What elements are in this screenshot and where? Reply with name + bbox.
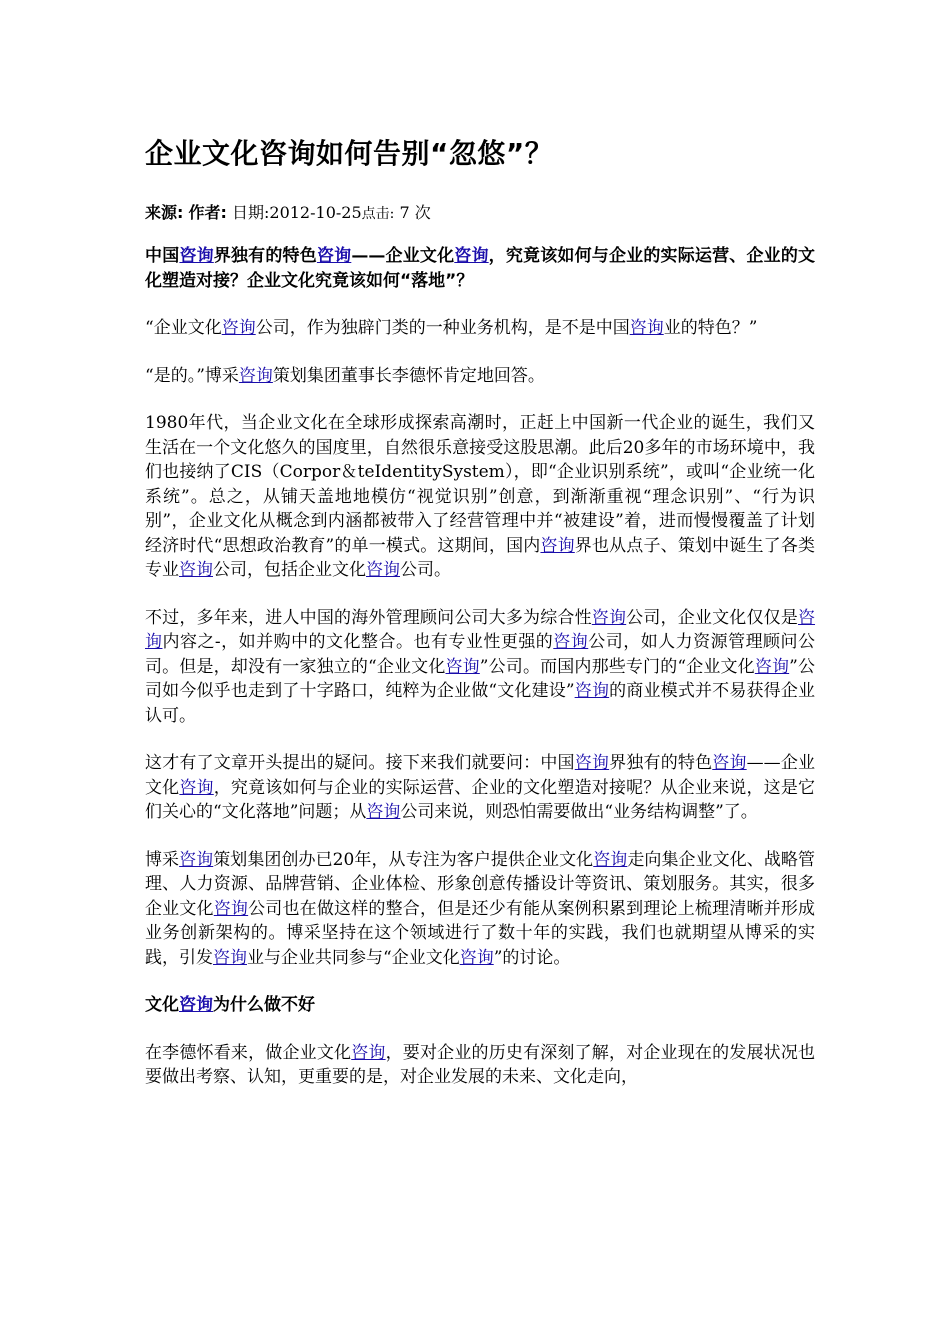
paragraph-text: 博采 xyxy=(145,849,180,870)
paragraph xyxy=(145,751,815,825)
paragraph-text: 公司来说，则恐怕需要做出“业务结构调整”了。 xyxy=(400,802,758,822)
keyword-link[interactable]: 咨询 xyxy=(213,947,247,968)
paragraph-text: 为什么做不好 xyxy=(213,995,315,1015)
lead-paragraph xyxy=(145,244,815,293)
keyword-link[interactable]: 咨询 xyxy=(629,318,664,338)
paragraph-text: 公司。 xyxy=(400,560,451,580)
paragraph-text: ”公司。而国内那些专门的“企业文化 xyxy=(479,656,755,677)
section-heading xyxy=(145,993,815,1018)
keyword-link[interactable]: 咨询 xyxy=(351,1042,386,1063)
keyword-link[interactable]: 咨询 xyxy=(712,753,747,773)
paragraph-text: ，要对企业的历史有深刻了解，对企业现在的发展状况也要做出考察、认知，更重要的是，对企业发展的未来、文化走向， xyxy=(145,1042,816,1087)
keyword-link[interactable]: 咨询 xyxy=(213,898,249,919)
paragraph-text: 界独有的特色 xyxy=(609,753,713,773)
keyword-link[interactable]: 咨询 xyxy=(459,947,494,968)
paragraph-text: 策划集团董事长李德怀肯定地回答。 xyxy=(272,365,545,386)
paragraph-text: ”公司如今似乎也走到了十字路口，纯粹为企业做“文化建设” xyxy=(145,656,815,701)
paragraph-text: 1980年代，当企业文化在全球形成探索高潮时，正赶上中国新一代企业的诞生，我们又生活在一个文化悠久的国度里，自然很乐意接受这股思潮。此后20多年的市场环境中，我们也接纳了CIS（Corpor＆teIdentitySystem），即“企业识别系统”，或叫“企业统一化系统”。总之，从铺天盖地地模仿“视觉识别”创意，到渐渐重视“理念识别”、“行为识别”，企业文化从概念到内涵都被带入了经营管理中并“被建设”着，进而慢慢覆盖了计划经济时代“思想政治教育”的单一模式。这期间，国内 xyxy=(145,413,815,556)
keyword-link[interactable]: 咨询 xyxy=(754,656,790,677)
paragraph-text: 不过，多年来，进人中国的海外管理顾问公司大多为综合性 xyxy=(145,607,592,628)
keyword-link[interactable]: 咨询 xyxy=(179,995,213,1015)
keyword-link[interactable]: 咨询 xyxy=(316,246,352,266)
paragraph xyxy=(145,364,815,389)
paragraph xyxy=(145,606,815,729)
paragraph-text: 公司，企业文化仅仅是 xyxy=(626,607,799,628)
source-label: 来源: xyxy=(145,203,184,222)
paragraph-text: 走向集企业文化、战略管理、人力资源、品牌营销、企业体检、形象创意传播设计等资讯、策划服务。其实，很多企业文化 xyxy=(145,849,815,919)
paragraph-text: 文化 xyxy=(145,995,179,1015)
paragraph xyxy=(145,1041,815,1090)
keyword-link[interactable]: 咨询 xyxy=(179,777,214,798)
paragraph-text: 中国 xyxy=(145,246,180,266)
article-title: 企业文化咨询如何告别“忽悠”？ xyxy=(145,137,554,170)
paragraph xyxy=(145,411,815,583)
keyword-link[interactable]: 咨询 xyxy=(553,632,589,652)
keyword-link[interactable]: 咨询 xyxy=(179,246,214,266)
clicks-label: 点击: xyxy=(361,206,395,222)
author-label: 作者: xyxy=(188,203,227,222)
keyword-link[interactable]: 咨询 xyxy=(540,535,575,556)
keyword-link[interactable]: 咨询 xyxy=(179,849,214,870)
keyword-link[interactable]: 咨询 xyxy=(366,802,401,822)
keyword-link[interactable]: 咨询 xyxy=(591,607,627,628)
keyword-link[interactable]: 咨询 xyxy=(145,607,816,652)
keyword-link[interactable]: 咨询 xyxy=(574,753,610,773)
paragraph-text: 这才有了文章开头提出的疑问。接下来我们就要问：中国 xyxy=(145,753,575,773)
paragraph xyxy=(145,316,815,341)
paragraph-text: 公司也在做这样的整合，但是还少有能从案例积累到理论上梳理清晰并形成业务创新架构的。博采坚持在这个领域进行了数十年的实践，我们也就期望从博采的实践，引发 xyxy=(145,898,816,968)
paragraph-text: ，究竟该如何与企业的实际运营、企业的文化塑造对接？企业文化究竟该如何“落地”？ xyxy=(145,246,816,291)
paragraph-text: 业的特色？” xyxy=(663,318,758,338)
keyword-link[interactable]: 咨询 xyxy=(238,365,273,386)
date-text: 日期:2012-10-25 xyxy=(232,203,362,222)
keyword-link[interactable]: 咨询 xyxy=(221,318,256,338)
paragraph-text: 界独有的特色 xyxy=(213,246,317,266)
paragraph-text: 公司，如人力资源管理顾问公司。但是，却没有一家独立的“企业文化 xyxy=(145,632,816,677)
paragraph-text: ”的讨论。 xyxy=(493,947,571,968)
keyword-link[interactable]: 咨询 xyxy=(593,849,628,870)
keyword-link[interactable]: 咨询 xyxy=(454,246,489,266)
article-meta xyxy=(145,200,431,223)
paragraph-text: 界也从点子、策划中诞生了各类专业 xyxy=(145,535,815,580)
paragraph xyxy=(145,848,815,971)
keyword-link[interactable]: 咨询 xyxy=(445,656,480,677)
paragraph-text: 内容之-，如并购中的文化整合。也有专业性更强的 xyxy=(162,632,554,652)
paragraph-text: 在李德怀看来，做企业文化 xyxy=(145,1042,352,1063)
paragraph-text: 策划集团创办已20年，从专注为客户提供企业文化 xyxy=(213,849,594,870)
keyword-link[interactable]: 咨询 xyxy=(179,560,213,580)
paragraph-text: “是的。”博采 xyxy=(145,365,239,386)
paragraph-text: 的商业模式并不易获得企业认可。 xyxy=(145,681,816,726)
paragraph-text: 公司，作为独辟门类的一种业务机构，是不是中国 xyxy=(255,318,630,338)
paragraph-text: ——企业文化 xyxy=(351,246,455,266)
paragraph-text: 业与企业共同参与“企业文化 xyxy=(247,947,460,968)
paragraph-text: ——企业文化 xyxy=(145,753,816,798)
keyword-link[interactable]: 咨询 xyxy=(366,560,400,580)
keyword-link[interactable]: 咨询 xyxy=(574,681,610,701)
article-body xyxy=(145,244,815,1113)
paragraph-text: “企业文化 xyxy=(145,318,222,338)
paragraph-text: ，究竟该如何与企业的实际运营、企业的文化塑造对接呢？从企业来说，这是它们关心的“文化落地”问题；从 xyxy=(145,777,816,822)
paragraph-text: 公司，包括企业文化 xyxy=(213,560,366,580)
clicks-text: 7 次 xyxy=(399,203,431,222)
